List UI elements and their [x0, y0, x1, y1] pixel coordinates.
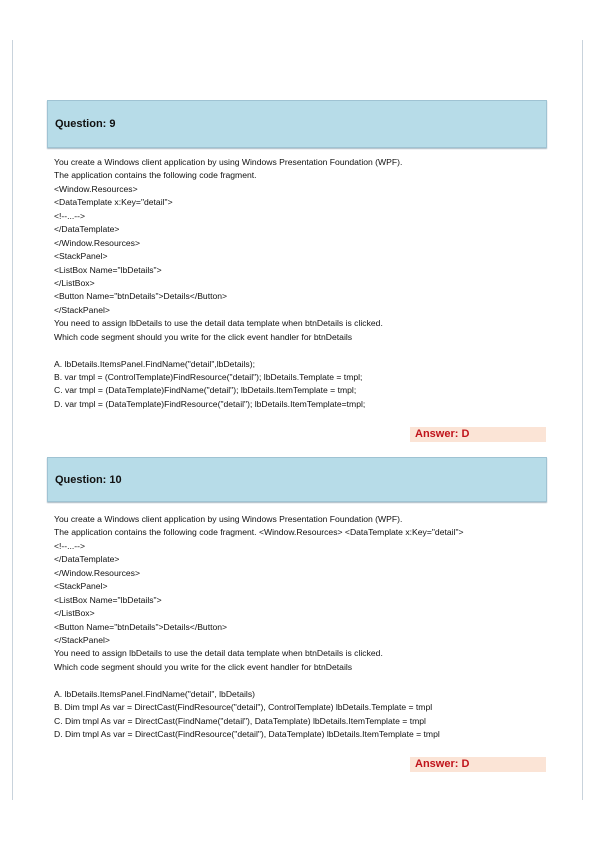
question-9-answer — [410, 427, 546, 442]
answer-option: A. lbDetails.ItemsPanel.FindName("detail",lbDetails); — [54, 358, 255, 369]
answer-option: C. var tmpl = (DataTemplate)FindName("detail"); lbDetails.ItemTemplate = tmpl; — [54, 385, 357, 396]
question-10-header — [47, 457, 547, 502]
question-text-line: You need to assign lbDetails to use the detail data template when btnDetails is clicked. — [54, 318, 383, 329]
question-text-line: The application contains the following code fragment. — [54, 170, 257, 181]
answer-option: D. Dim tmpl As var = DirectCast(FindResource("detail"), DataTemplate) lbDetails.ItemTemplate = tmpl — [54, 729, 440, 739]
spacer — [54, 344, 554, 357]
question-9-header — [47, 100, 547, 148]
answer-option: D. var tmpl = (DataTemplate)FindResource("detail"); lbDetails.ItemTemplate=tmpl; — [54, 398, 366, 409]
question-text-line: <StackPanel> — [54, 251, 108, 262]
question-text-line: <Window.Resources> — [54, 183, 138, 194]
question-text-line: Which code segment should you write for the click event handler for btnDetails — [54, 661, 353, 672]
page-border-left — [12, 40, 13, 800]
question-10-body — [54, 513, 554, 741]
question-text-line: <!--...--> — [54, 540, 86, 551]
question-text-line: <ListBox Name="lbDetails"> — [54, 264, 162, 275]
question-text-line: </ListBox> — [54, 277, 95, 288]
question-text-line: The application contains the following code fragment. <Window.Resources> <DataTemplate x:Key="detail"> — [54, 527, 464, 538]
question-text-line: <Button Name="btnDetails">Details</Button> — [54, 621, 228, 632]
question-10-answer — [410, 757, 546, 772]
question-text-line: <ListBox Name="lbDetails"> — [54, 594, 162, 605]
spacer — [54, 674, 554, 687]
question-text-line: <DataTemplate x:Key="detail"> — [54, 197, 173, 208]
question-text-line: </ListBox> — [54, 608, 95, 619]
answer-label: Answer: D — [415, 428, 470, 440]
question-text-line: Which code segment should you write for the click event handler for btnDetails — [54, 331, 353, 342]
question-text-line: You create a Windows client application by using Windows Presentation Foundation (WPF). — [54, 514, 403, 524]
question-title: Question: 10 — [55, 474, 122, 486]
answer-option: A. lbDetails.ItemsPanel.FindName("detail", lbDetails) — [54, 688, 255, 699]
question-text-line: <!--...--> — [54, 210, 86, 221]
question-title: Question: 9 — [55, 118, 116, 130]
question-text-line: </Window.Resources> — [54, 567, 140, 578]
question-text-line: </DataTemplate> — [54, 224, 120, 235]
question-text-line: </DataTemplate> — [54, 554, 120, 565]
question-text-line: You need to assign lbDetails to use the detail data template when btnDetails is clicked. — [54, 648, 383, 659]
question-text-line: </StackPanel> — [54, 304, 110, 315]
question-text-line: You create a Windows client application by using Windows Presentation Foundation (WPF). — [54, 157, 403, 167]
question-9-body — [54, 156, 554, 411]
page-border-right — [582, 40, 583, 800]
question-text-line: </Window.Resources> — [54, 237, 140, 248]
answer-option: C. Dim tmpl As var = DirectCast(FindName("detail"), DataTemplate) lbDetails.ItemTemplate = tmpl — [54, 715, 426, 726]
question-text-line: </StackPanel> — [54, 634, 110, 645]
answer-option: B. Dim tmpl As var = DirectCast(FindResource("detail"), ControlTemplate) lbDetails.Template = tmpl — [54, 702, 433, 713]
answer-option: B. var tmpl = (ControlTemplate)FindResource("detail"); lbDetails.Template = tmpl; — [54, 372, 363, 382]
answer-label: Answer: D — [415, 758, 470, 770]
question-text-line: <StackPanel> — [54, 581, 108, 592]
question-text-line: <Button Name="btnDetails">Details</Button> — [54, 291, 228, 302]
